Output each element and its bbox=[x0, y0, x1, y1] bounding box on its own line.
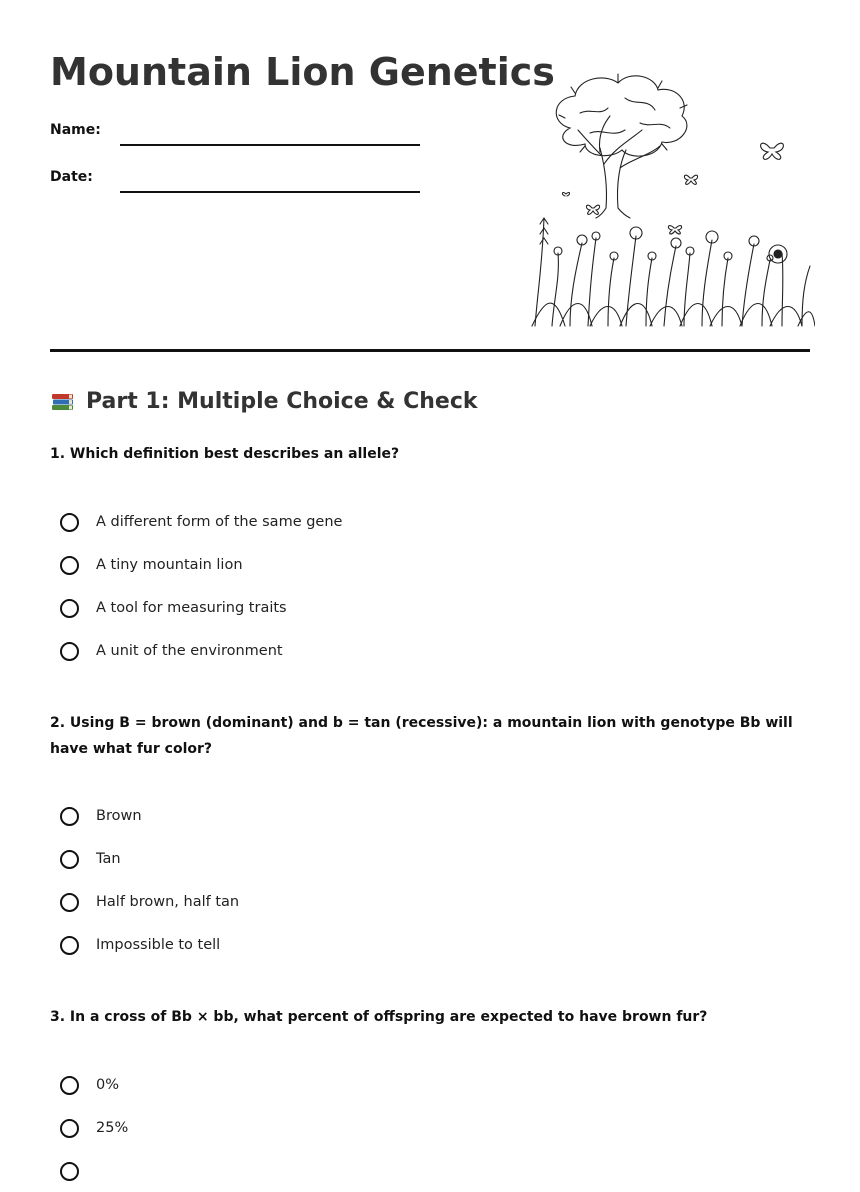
option-label: 25% bbox=[96, 1119, 129, 1136]
option-label: Brown bbox=[96, 807, 142, 824]
question-2-options bbox=[60, 794, 239, 966]
question-3-options bbox=[60, 1063, 128, 1192]
option-label: A tiny mountain lion bbox=[96, 556, 243, 573]
name-label: Name: bbox=[50, 122, 101, 138]
radio-button[interactable] bbox=[60, 1076, 79, 1095]
question-3-text: 3. In a cross of Bb × bb, what percent of offspring are expected to have brown fur? bbox=[50, 1009, 708, 1025]
radio-button[interactable] bbox=[60, 513, 79, 532]
question-1-option-1[interactable] bbox=[60, 500, 342, 543]
radio-button[interactable] bbox=[60, 1119, 79, 1138]
question-2-text: 2. Using B = brown (dominant) and b = tan (recessive): a mountain lion with genotype Bb will have what fur color? bbox=[50, 715, 793, 757]
question-2-option-3[interactable] bbox=[60, 880, 239, 923]
option-label: 0% bbox=[96, 1076, 120, 1093]
radio-button[interactable] bbox=[60, 1162, 79, 1181]
header-divider bbox=[50, 349, 810, 352]
radio-button[interactable] bbox=[60, 642, 79, 661]
option-label: Tan bbox=[96, 850, 121, 867]
worksheet-title: Mountain Lion Genetics bbox=[50, 50, 555, 94]
radio-button[interactable] bbox=[60, 556, 79, 575]
name-input-line[interactable] bbox=[120, 144, 420, 146]
date-input-line[interactable] bbox=[120, 191, 420, 193]
books-icon bbox=[50, 388, 76, 414]
question-3-option-1[interactable] bbox=[60, 1063, 128, 1106]
question-3-option-3[interactable] bbox=[60, 1149, 128, 1192]
question-1-text: 1. Which definition best describes an allele? bbox=[50, 446, 400, 462]
date-field-row bbox=[50, 169, 420, 185]
option-label: A different form of the same gene bbox=[96, 513, 343, 530]
option-label: Half brown, half tan bbox=[96, 893, 240, 910]
question-1-option-2[interactable] bbox=[60, 543, 342, 586]
name-field-row bbox=[50, 122, 420, 138]
question-1-option-3[interactable] bbox=[60, 586, 342, 629]
radio-button[interactable] bbox=[60, 850, 79, 869]
radio-button[interactable] bbox=[60, 807, 79, 826]
question-1-options bbox=[60, 500, 342, 672]
option-label: A unit of the environment bbox=[96, 642, 283, 659]
question-2-option-2[interactable] bbox=[60, 837, 239, 880]
section-heading-text: Part 1: Multiple Choice & Check bbox=[86, 388, 478, 414]
question-2-option-1[interactable] bbox=[60, 794, 239, 837]
question-1-option-4[interactable] bbox=[60, 629, 342, 672]
radio-button[interactable] bbox=[60, 599, 79, 618]
question-3-option-2[interactable] bbox=[60, 1106, 128, 1149]
radio-button[interactable] bbox=[60, 893, 79, 912]
option-label: Impossible to tell bbox=[96, 936, 221, 953]
option-label: A tool for measuring traits bbox=[96, 599, 287, 616]
question-2-option-4[interactable] bbox=[60, 923, 239, 966]
date-label: Date: bbox=[50, 169, 93, 185]
tree-meadow-butterflies-illustration bbox=[530, 68, 815, 330]
radio-button[interactable] bbox=[60, 936, 79, 955]
section-heading bbox=[50, 388, 478, 414]
